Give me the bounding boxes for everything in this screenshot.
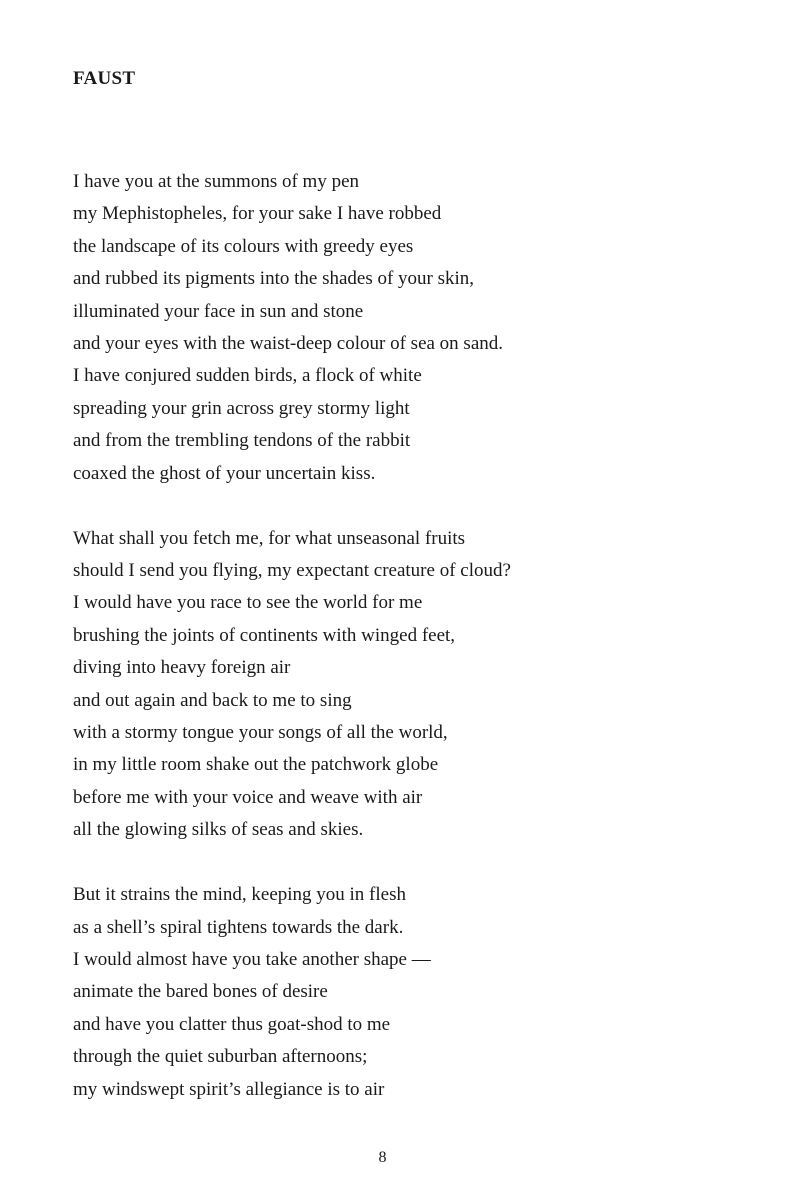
stanza-3	[73, 879, 753, 1106]
poem-line: before me with your voice and weave with air	[73, 786, 423, 808]
poem-line: as a shell’s spiral tightens towards the dark.	[73, 916, 404, 938]
poem-line: all the glowing silks of seas and skies.	[73, 819, 364, 841]
stanza-1	[73, 166, 753, 490]
poem-line: I have conjured sudden birds, a flock of white	[73, 365, 422, 387]
poem-line: should I send you flying, my expectant creature of cloud?	[73, 559, 511, 581]
poem-line: my windswept spirit’s allegiance is to air	[73, 1078, 385, 1100]
poem-line: I would almost have you take another shape —	[73, 948, 431, 970]
poem-line: my Mephistopheles, for your sake I have robbed	[73, 203, 442, 225]
poem-line: and rubbed its pigments into the shades of your skin,	[73, 268, 475, 290]
stanza-2	[73, 523, 753, 847]
poem-line: I have you at the summons of my pen	[73, 171, 360, 192]
poem-line: I would have you race to see the world for me	[73, 592, 423, 614]
poem-line: But it strains the mind, keeping you in flesh	[73, 884, 406, 906]
poem-line: animate the bared bones of desire	[73, 981, 328, 1003]
poem-line: brushing the joints of continents with winged feet,	[73, 624, 456, 646]
poem-line: What shall you fetch me, for what unseasonal fruits	[73, 527, 466, 549]
poem-line: through the quiet suburban afternoons;	[73, 1046, 368, 1068]
poem-line: diving into heavy foreign air	[73, 657, 291, 679]
poem-line: the landscape of its colours with greedy eyes	[73, 235, 414, 257]
poem-line: and your eyes with the waist-deep colour of sea on sand.	[73, 333, 504, 355]
poem-title: FAUST	[73, 68, 136, 89]
poem-line: with a stormy tongue your songs of all the world,	[73, 722, 448, 743]
poem-line: and from the trembling tendons of the rabbit	[73, 430, 411, 452]
poem-line: in my little room shake out the patchwork globe	[73, 754, 439, 776]
poem-line: coaxed the ghost of your uncertain kiss.	[73, 462, 376, 484]
poem-line: and have you clatter thus goat-shod to me	[73, 1013, 391, 1035]
poem-line: and out again and back to me to sing	[73, 689, 352, 711]
poem-body	[73, 166, 753, 1138]
page-number: 8	[378, 1149, 387, 1166]
poem-line: illuminated your face in sun and stone	[73, 300, 364, 322]
poem-line: spreading your grin across grey stormy light	[73, 397, 410, 419]
